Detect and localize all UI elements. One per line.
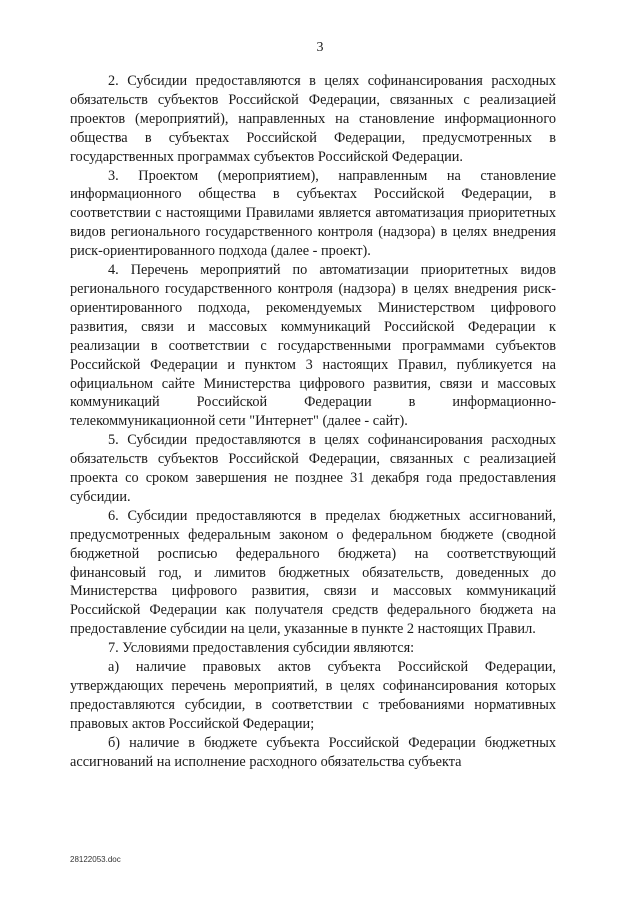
- paragraph-7b: б) наличие в бюджете субъекта Российской Федерации бюджетных ассигнований на исполнение расходного обязательства субъекта: [70, 734, 556, 770]
- paragraph-2: 2. Субсидии предоставляются в целях софинансирования расходных обязательств субъектов Российской Федерации, связанных с реализацией проектов (мероприятий), направленных на становление информационного общества в субъектах Российской Федерации, предусмотренных в государственных программах субъектов Российской Федерации.: [70, 73, 556, 165]
- paragraph-3: 3. Проектом (мероприятием), направленным на становление информационного общества в субъектах Российской Федерации, в соответствии с настоящими Правилами является автоматизация приоритетных видов регионального государственного контроля (надзора) в целях внедрения риск-ориентированного подхода (далее - проект).: [70, 167, 556, 260]
- paragraph-4: 4. Перечень мероприятий по автоматизации приоритетных видов регионального государственного контроля (надзора) в целях внедрения риск-ориентированного подхода, рекомендуемых Министерством цифрового развития, связи и массовых коммуникаций Российской Федерации к реализации в соответствии с государственными программами субъектов Российской Федерации и пунктом 3 настоящих Правил, публикуется на официальном сайте Министерства цифрового развития, связи и массовых коммуникаций Российской Федерации в информационно-телекоммуникационной сети "Интернет" (далее - сайт).: [70, 262, 556, 430]
- paragraph-7: 7. Условиями предоставления субсидии являются:: [108, 640, 415, 657]
- paragraph-7a: а) наличие правовых актов субъекта Российской Федерации, утверждающих перечень мероприятий, в целях софинансирования которых предоставляются субсидии, в соответствии с требованиями нормативных правовых актов Российской Федерации;: [70, 659, 556, 732]
- page-number: 3: [316, 40, 324, 55]
- footer-document-code: 28122053.doc: [70, 855, 121, 864]
- paragraph-5: 5. Субсидии предоставляются в целях софинансирования расходных обязательств субъектов Российской Федерации, связанных с реализацией проекта со сроком завершения не позднее 31 декабря года предоставления субсидии.: [70, 432, 556, 505]
- paragraph-6: 6. Субсидии предоставляются в пределах бюджетных ассигнований, предусмотренных федеральным законом о федеральном бюджете (сводной бюджетной росписью федерального бюджета) на соответствующий финансовый год, и лимитов бюджетных обязательств, доведенных до Министерства цифрового развития, связи и массовых коммуникаций Российской Федерации как получателя средств федерального бюджета на предоставление субсидии на цели, указанные в пункте 2 настоящих Правил.: [70, 507, 556, 638]
- document-body: [70, 72, 556, 772]
